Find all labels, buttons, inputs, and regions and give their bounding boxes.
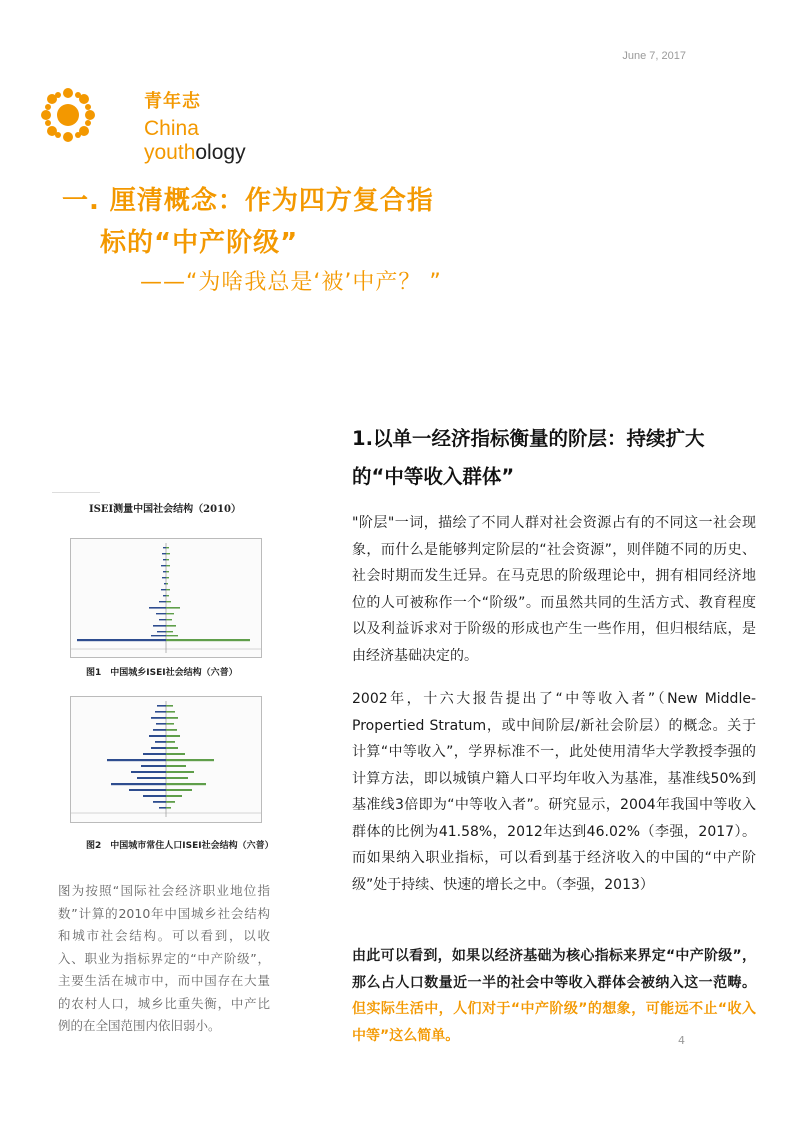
- date: June 7, 2017: [622, 50, 686, 62]
- figure-1: [50, 500, 280, 685]
- sun-logo-icon: [40, 85, 140, 145]
- main-title-line2: 标的“中产阶级”: [100, 228, 299, 258]
- figure-1-caption: 图1 中国城乡ISEI社会结构（六普）: [86, 668, 238, 678]
- main-subtitle: ——“为啥我总是‘被’中产？ ”: [140, 270, 442, 295]
- paragraph-3-black: 由此可以看到，如果以经济基础为核心指标来界定“中产阶级”，那么占人口数量近一半的社会中等收入群体会被纳入这一范畴。: [352, 948, 756, 991]
- section-heading-line2: 的“中等收入群体”: [352, 465, 515, 488]
- figure-2-caption: 图2 中国城市常住人口ISEI社会结构（六普）: [86, 841, 274, 851]
- figure-1-plot: [70, 538, 262, 658]
- paragraph-3-orange: 但实际生活中，人们对于“中产阶级”的想象，可能远不止“收入中等”这么简单。: [352, 1001, 756, 1044]
- side-caption: 图为按照“国际社会经济职业地位指数”计算的2010年中国城乡社会结构和城市社会结构。可以看到，以收入、职业为指标界定的“中产阶级”，主要生活在城市中，而中国存在大量的农村人口，城乡比重失衡，中产比例的在全国范围内依旧弱小。: [58, 883, 270, 1033]
- logo-en-text: [144, 117, 300, 165]
- main-title-line1: 一. 厘清概念：作为四方复合指: [62, 186, 434, 216]
- figure-1-title: ISEI测量中国社会结构（2010）: [88, 504, 242, 515]
- figure-2-plot: [70, 696, 262, 823]
- figure-divider: [52, 492, 100, 493]
- logo-en-dark: ology: [195, 141, 246, 164]
- page-number: 4: [678, 1034, 685, 1047]
- section-heading-line1: 1.以单一经济指标衡量的阶层：持续扩大: [352, 427, 705, 450]
- paragraph-3: [352, 943, 756, 1049]
- logo-cn-text: 青年志: [144, 91, 201, 112]
- figure-2: [50, 688, 280, 858]
- logo: [40, 85, 300, 164]
- paragraph-2: 2002年，十六大报告提出了“中等收入者”（New Middle-Propertied Stratum，或中间阶层/新社会阶层）的概念。关于计算“中等收入”，学界标准不一，此处使用清华大学教授李强的计算方法，即以城镇户籍人口平均年收入为基准，基准线50%到基准线3倍即为“中等收入者”。研究显示，2004年我国中等收入群体的比例为41.58%，2012年达到46.02%（李强，2017）。而如果纳入职业指标，可以看到基于经济收入的中国的“中产阶级”处于持续、快速的增长之中。（李强，2013）: [352, 691, 756, 893]
- logo-en-orange: China youth: [144, 117, 199, 164]
- paragraph-1: "阶层"一词，描绘了不同人群对社会资源占有的不同这一社会现象，而什么是能够判定阶层的“社会资源”，则伴随不同的历史、社会时期而发生迁异。在马克思的阶级理论中，拥有相同经济地位的人可被称作一个“阶级”。而虽然共同的生活方式、教育程度以及利益诉求对于阶级的形成也产生一些作用，但归根结底，是由经济基础决定的。: [352, 515, 756, 664]
- section-heading: [352, 420, 762, 496]
